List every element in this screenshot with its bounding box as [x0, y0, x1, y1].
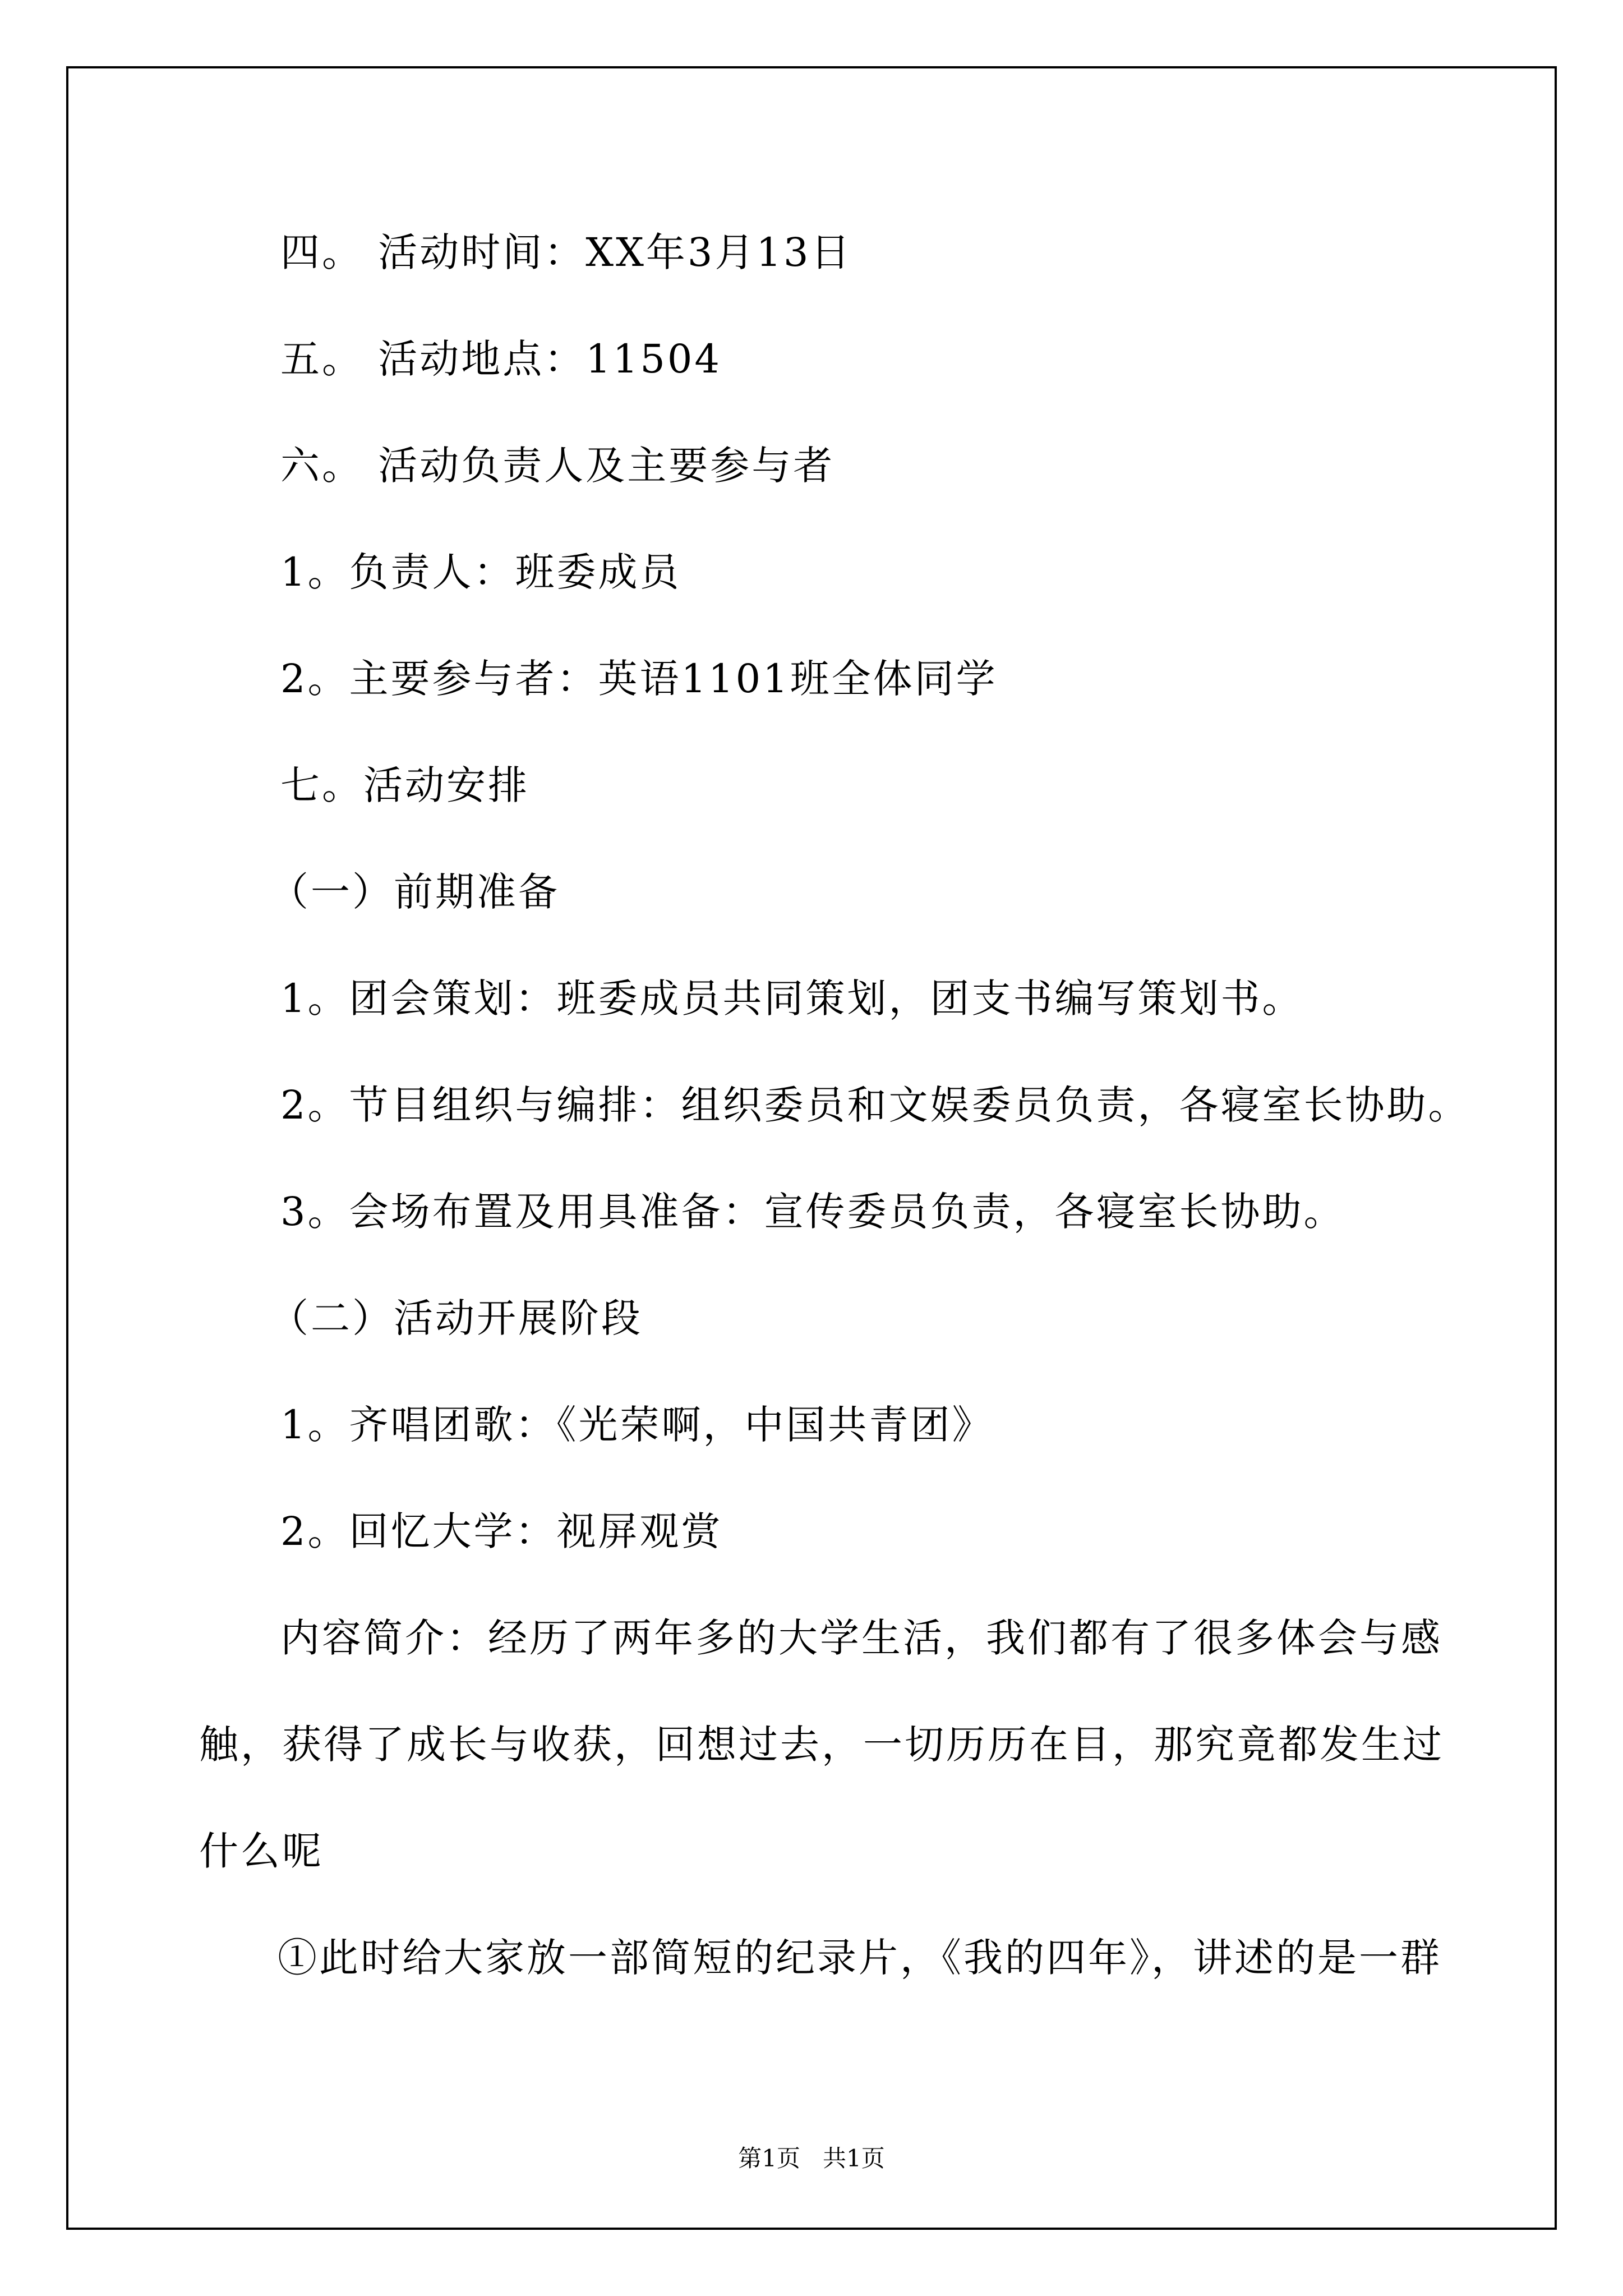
text-line: 1。负责人：班委成员 — [280, 549, 681, 595]
text-line: ①此时给大家放一部简短的纪录片，《我的四年》，讲述的是一群 — [278, 1935, 1442, 1981]
text-line: 3。会场布置及用具准备：宣传委员负责，各寝室长协助。 — [280, 1189, 1345, 1235]
text-line: 五。 活动地点：11504 — [280, 336, 722, 382]
text-line: 2。节目组织与编排：组织委员和文娱委员负责，各寝室长协助。 — [280, 1082, 1470, 1128]
text-line: 1。团会策划：班委成员共同策划，团支书编写策划书。 — [280, 976, 1304, 1022]
text-line: 七。活动安排 — [280, 762, 529, 808]
text-line: 2。主要参与者：英语1101班全体同学 — [280, 656, 998, 702]
text-line: 2。回忆大学：视屏观赏 — [280, 1508, 723, 1554]
page-border — [66, 66, 1557, 2230]
text-line: （二）活动开展阶段 — [269, 1295, 643, 1341]
text-line: 什么呢 — [199, 1828, 324, 1874]
text-line: 四。 活动时间：XX年3月13日 — [280, 229, 852, 275]
text-line: 六。 活动负责人及主要参与者 — [280, 443, 835, 489]
text-line: 内容简介：经历了两年多的大学生活，我们都有了很多体会与感 — [280, 1615, 1442, 1661]
text-line: （一）前期准备 — [269, 869, 560, 915]
text-line: 触，获得了成长与收获，回想过去，一切历历在目，那究竟都发生过 — [199, 1722, 1444, 1768]
page-footer: 第1页 共1页 — [738, 2145, 885, 2172]
text-line: 1。齐唱团歌：《光荣啊，中国共青团》 — [280, 1402, 994, 1448]
